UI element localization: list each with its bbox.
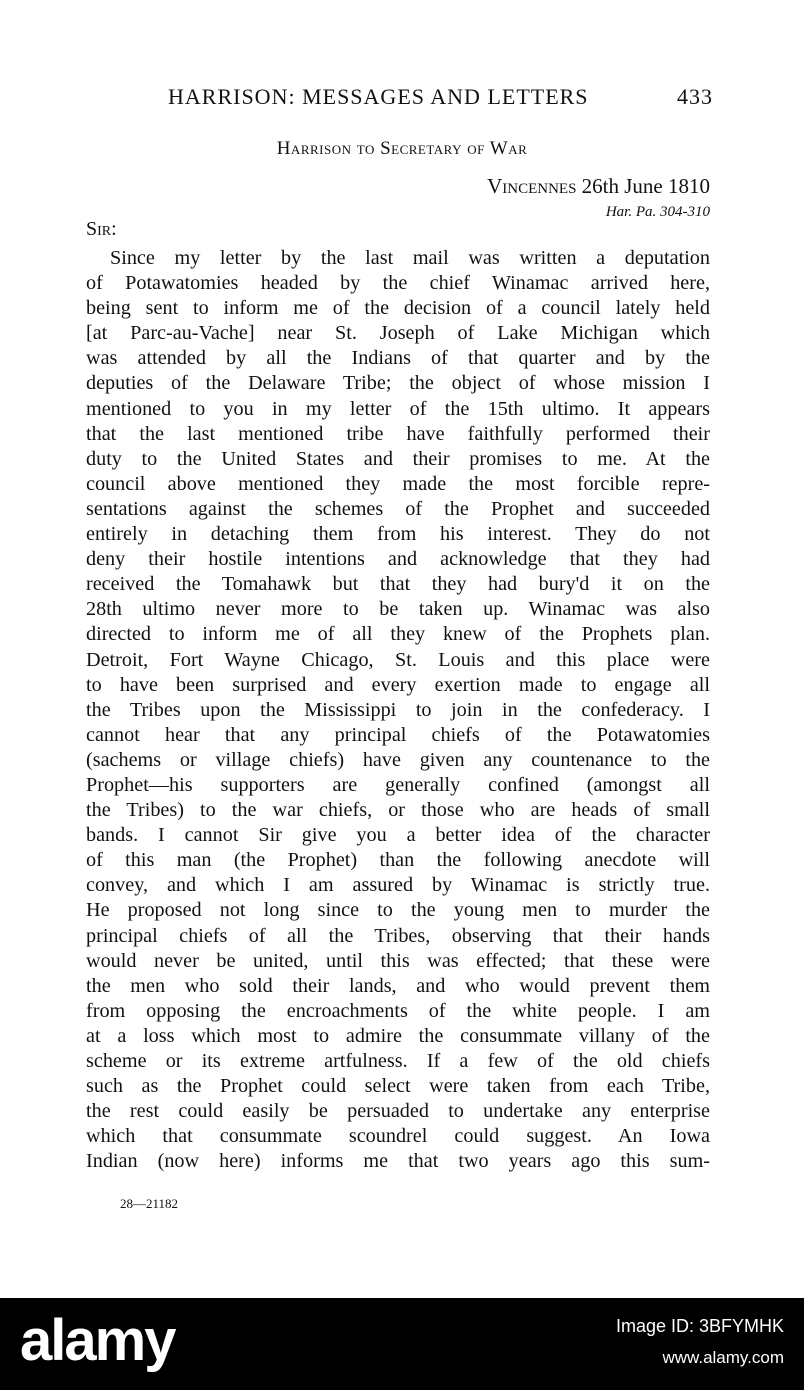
body-line: deny their hostile intentions and acknowledge that they had	[86, 548, 710, 571]
dateline-date: 26th June 1810	[581, 174, 710, 198]
source-citation: Har. Pa. 304-310	[605, 204, 710, 220]
body-line: He proposed not long since to the young men to murder the	[86, 899, 710, 922]
body-line: directed to inform me of all they knew of the Prophets plan.	[86, 623, 710, 646]
body-line: the Tribes) to the war chiefs, or those who are heads of small	[86, 799, 710, 822]
dateline-place: Vincennes	[487, 174, 577, 198]
body-line: of Potawatomies headed by the chief Winamac arrived here,	[86, 272, 710, 295]
salutation: Sir:	[86, 218, 117, 240]
body-line: that the last mentioned tribe have faithfully performed their	[86, 422, 710, 445]
body-line: deputies of the Delaware Tribe; the object of whose mission I	[86, 372, 710, 395]
body-line: Since my letter by the last mail was written a deputation	[110, 247, 710, 269]
dateline	[487, 174, 710, 199]
body-line: which that consummate scoundrel could suggest. An Iowa	[86, 1125, 710, 1148]
body-line: the rest could easily be persuaded to undertake any enterprise	[86, 1100, 710, 1123]
body-line: bands. I cannot Sir give you a better idea of the character	[86, 824, 710, 847]
body-line: to have been surprised and every exertion made to engage all	[86, 673, 710, 696]
body-line: Prophet—his supporters are generally confined (amongst all	[86, 773, 710, 796]
body-line: from opposing the encroachments of the white people. I am	[86, 999, 710, 1022]
body-line: the Tribes upon the Mississippi to join in the confederacy. I	[86, 698, 710, 721]
body-line: council above mentioned they made the most forcible repre-	[86, 472, 710, 495]
body-line: such as the Prophet could select were taken from each Tribe,	[86, 1075, 710, 1098]
body-line: would never be united, until this was effected; that these were	[86, 949, 710, 972]
body-line: mentioned to you in my letter of the 15th ultimo. It appears	[86, 397, 710, 420]
body-line: entirely in detaching them from his interest. They do not	[86, 523, 710, 546]
body-line: principal chiefs of all the Tribes, observing that their hands	[86, 924, 710, 947]
body-line: was attended by all the Indians of that quarter and by the	[86, 347, 710, 370]
running-head-title: HARRISON: MESSAGES AND LETTERS	[168, 84, 589, 109]
letter-body	[86, 246, 710, 1174]
running-head	[168, 84, 713, 110]
body-line: (sachems or village chiefs) have given any countenance to the	[86, 748, 710, 771]
body-line: received the Tomahawk but that they had bury'd it on the	[86, 573, 710, 596]
brand-url: www.alamy.com	[662, 1348, 784, 1367]
body-line: of this man (the Prophet) than the following anecdote will	[86, 849, 710, 872]
body-line: 28th ultimo never more to be taken up. Winamac was also	[86, 598, 710, 621]
body-line: at a loss which most to admire the consummate villany of the	[86, 1024, 710, 1047]
body-line: sentations against the schemes of the Prophet and succeeded	[86, 497, 710, 520]
body-line: scheme or its extreme artfulness. If a few of the old chiefs	[86, 1050, 710, 1072]
body-line: convey, and which I am assured by Winamac is strictly true.	[86, 874, 710, 897]
brand-logo: alamy	[20, 1308, 175, 1373]
body-line: duty to the United States and their promises to me. At the	[86, 447, 710, 470]
body-line: the men who sold their lands, and who would prevent them	[86, 974, 710, 997]
image-id: Image ID: 3BFYMHK	[615, 1316, 784, 1336]
signature-mark: 28—21182	[120, 1196, 179, 1211]
page-number: 433	[677, 84, 713, 109]
body-line: Detroit, Fort Wayne Chicago, St. Louis and this place were	[86, 648, 710, 671]
body-line: Indian (now here) informs me that two years ago this sum-	[86, 1150, 710, 1173]
letter-heading: Harrison to Secretary of War	[276, 138, 528, 159]
body-line: [at Parc-au-Vache] near St. Joseph of Lake Michigan which	[86, 322, 710, 345]
body-line: being sent to inform me of the decision of a council lately held	[86, 297, 710, 320]
watermark-footer	[0, 1298, 804, 1390]
body-line: cannot hear that any principal chiefs of the Potawatomies	[86, 723, 710, 746]
